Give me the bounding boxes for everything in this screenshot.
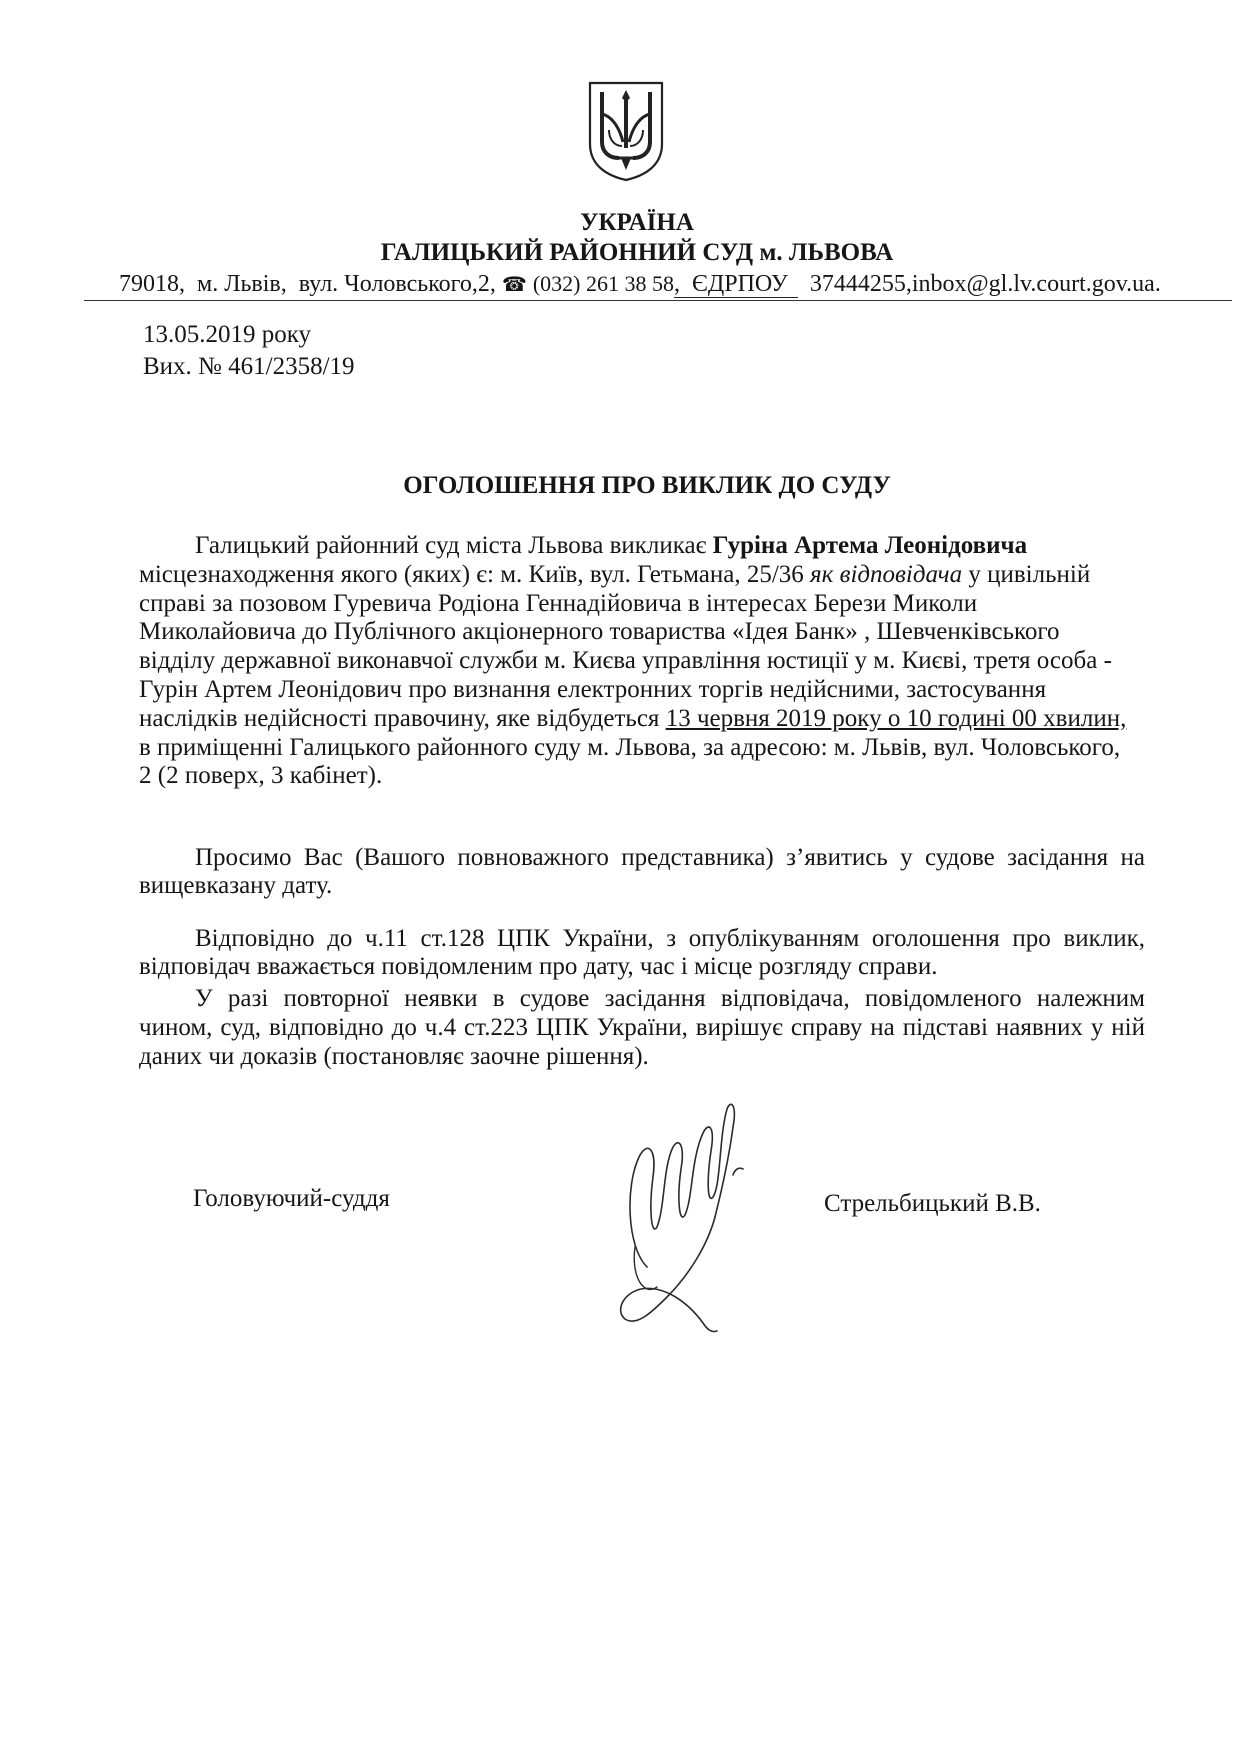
paragraph-line: справі за позовом Гуревича Родіона Геннадійовича в інтересах Берези Миколи xyxy=(139,589,978,617)
paragraph-legal-notice xyxy=(139,925,1145,981)
paragraph-line: відділу державної виконавчої служби м. Києва управління юстиції у м. Києві, третя особа - xyxy=(139,647,1112,675)
phone-number: (032) 261 38 58 xyxy=(532,271,674,296)
paragraph-line: Миколайовича до Публічного акціонерного товариства «Ідея Банк» , Шевченківського xyxy=(139,618,1060,646)
paragraph-line: Гурін Артем Леонідович про визнання електронних торгів недійсними, застосування xyxy=(139,675,1047,703)
edrpou-label: , ЄДРПОУ xyxy=(674,271,798,298)
court-email: inbox@gl.lv.court.gov.ua. xyxy=(911,271,1161,297)
paragraph-line: У разі повторної неявки в судове засідання відповідача, повідомленого належним xyxy=(195,985,1145,1012)
signatory-position: Головуючий-суддя xyxy=(193,1185,390,1212)
paragraph-line xyxy=(139,705,1145,734)
paragraph-line: чином, суд, відповідно до ч.4 ст.223 ЦПК України, вирішує справу на підставі наявних у ній xyxy=(139,1014,1145,1041)
header-divider xyxy=(84,300,1232,301)
paragraph-line xyxy=(139,561,1145,590)
paragraph-line: Просимо Вас (Вашого повноважного представника) з’явитись у судове засідання на xyxy=(195,844,1145,871)
paragraph-line: в приміщенні Галицького районного суду м. Львова, за адресою: м. Львів, вул. Чоловського, xyxy=(139,733,1121,761)
line-text: наслідків недійсності правочину, яке відбудеться xyxy=(139,704,660,732)
coat-of-arms-icon xyxy=(587,80,665,182)
court-name: ГАЛИЦЬКИЙ РАЙОННИЙ СУД м. ЛЬВОВА xyxy=(380,239,894,266)
paragraph-default-judgment xyxy=(139,984,1145,1071)
phone-icon: ☎ xyxy=(501,272,527,296)
judge-name: Стрельбицький В.В. xyxy=(824,1190,1041,1217)
defendant-name: Гуріна Артема Леонідовича xyxy=(712,532,1028,559)
line-text: місцезнаходження якого (яких) є: м. Київ, вул. Гетьмана, 25/36 xyxy=(139,560,804,588)
paragraph-line xyxy=(139,532,1145,561)
paragraph-request xyxy=(139,844,1145,900)
handwritten-signature xyxy=(607,1097,747,1337)
document-title: ОГОЛОШЕННЯ ПРО ВИКЛИК ДО СУДУ xyxy=(403,472,891,499)
edrpou-code: 37444255, xyxy=(809,271,912,297)
defendant-role: як відповідача xyxy=(810,560,963,588)
paragraph-line: Відповідно до ч.11 ст.128 ЦПК України, з опублікуванням оголошення про виклик, xyxy=(195,925,1145,952)
outgoing-number: Вих. № 461/2358/19 xyxy=(143,353,355,380)
country-name: УКРАЇНА xyxy=(580,209,694,236)
line-text: Галицький районний суд міста Львова викликає xyxy=(195,532,707,559)
document-date: 13.05.2019 року xyxy=(143,321,312,348)
hearing-datetime: 13 червня 2019 року о 10 годині 00 хвилин, xyxy=(665,704,1127,732)
line-text: у цивільній xyxy=(968,560,1091,588)
paragraph-line: відповідач вважається повідомленим про дату, час і місце розгляду справи. xyxy=(139,953,938,980)
paragraph-line: вищевказану дату. xyxy=(139,872,333,899)
paragraph-summons xyxy=(139,532,1145,791)
court-contact-line xyxy=(119,269,1161,299)
paragraph-line: даних чи доказів (постановляє заочне рішення). xyxy=(139,1043,649,1070)
postal-address: 79018, м. Львів, вул. Чоловського,2, xyxy=(119,271,496,297)
paragraph-line: 2 (2 поверх, 3 кабінет). xyxy=(139,762,383,790)
